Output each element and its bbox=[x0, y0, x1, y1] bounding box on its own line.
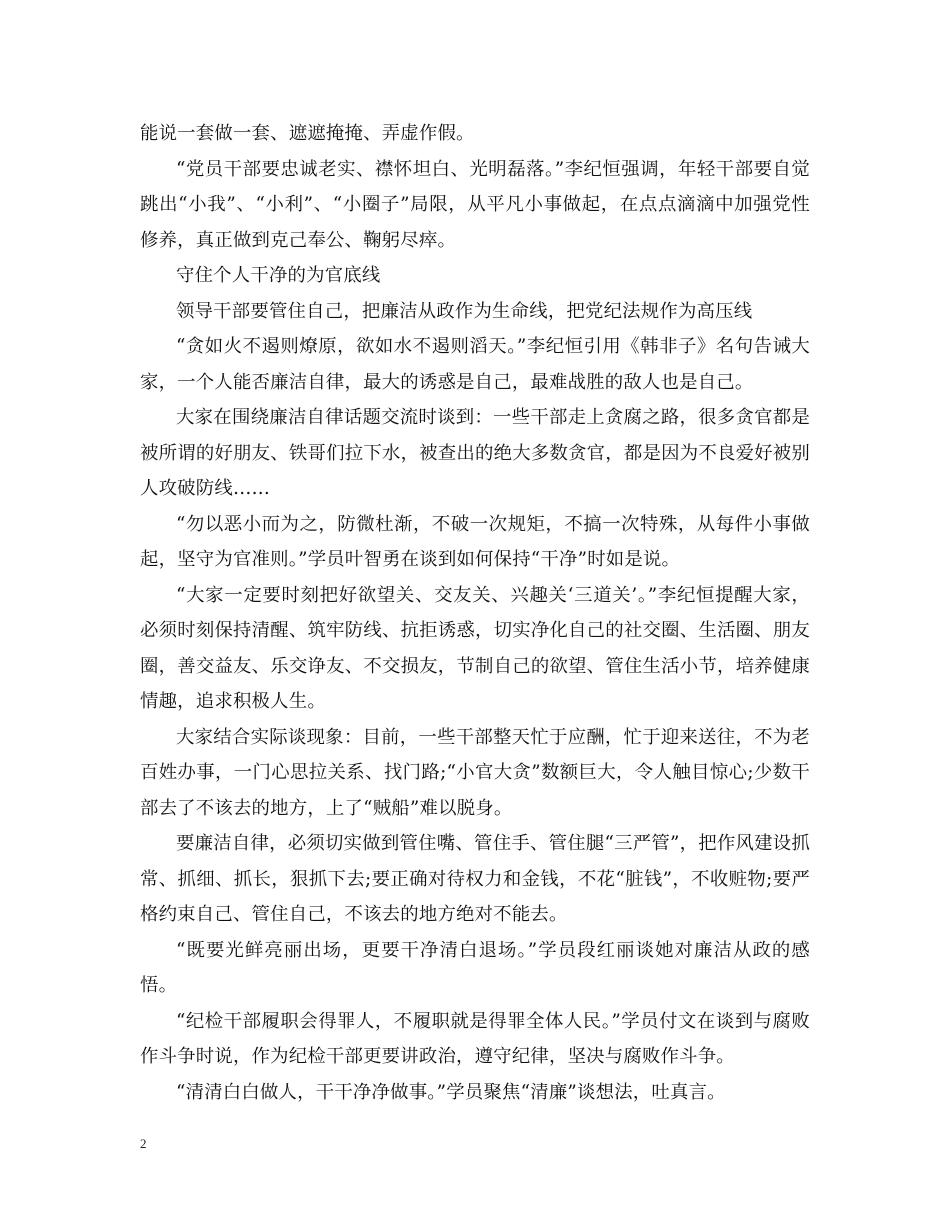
section-subheading: 领导干部要管住自己，把廉洁从政作为生命线，把党纪法规作为高压线 bbox=[176, 300, 753, 322]
paragraph-13: “清清白白做人，干干净净做事。”学员聚焦“清廉”谈想法，吐真言。 bbox=[176, 1081, 726, 1103]
paragraph-5: “贪如火不遏则燎原，欲如水不遏则滔天。”李纪恒引用《韩非子》名句告诫大家，一个人能否廉洁自律，最大的诱惑是自己，最难战胜的敌人也是自己。 bbox=[140, 336, 810, 393]
page-number: 2 bbox=[140, 1136, 147, 1151]
paragraph-7: “勿以恶小而为之，防微杜渐，不破一次规矩，不搞一次特殊，从每件小事做起，坚守为官准则。”学员叶智勇在谈到如何保持“干净”时如是说。 bbox=[140, 513, 810, 570]
paragraph-1: 能说一套做一套、遮遮掩掩、弄虚作假。 bbox=[140, 123, 475, 144]
section-heading: 守住个人干净的为官底线 bbox=[176, 265, 381, 286]
paragraph-2: “党员干部要忠诚老实、襟怀坦白、光明磊落。”李纪恒强调，年轻干部要自觉跳出“小我”、“小利”、“小圈子”局限，从平凡小事做起，在点点滴滴中加强党性修养，真正做到克己奉公、鞠躬尽瘁。 bbox=[140, 158, 810, 251]
paragraph-8: “大家一定要时刻把好欲望关、交友关、兴趣关‘三道关’。”李纪恒提醒大家，必须时刻保持清醒、筑牢防线、抗拒诱惑，切实净化自己的社交圈、生活圈、朋友圈，善交益友、乐交诤友、不交损友，节制自己的欲望、管住生活小节，培养健康情趣，追求积极人生。 bbox=[140, 584, 810, 712]
paragraph-11: “既要光鲜亮丽出场，更要干净清白退场。”学员段红丽谈她对廉洁从政的感悟。 bbox=[140, 939, 810, 996]
paragraph-10: 要廉洁自律，必须切实做到管住嘴、管住手、管住腿“三严管”，把作风建设抓常、抓细、抓长，狠抓下去;要正确对待权力和金钱，不花“脏钱”，不收赃物;要严格约束自己、管住自己，不该去的地方绝对不能去。 bbox=[140, 833, 810, 925]
paragraph-6: 大家在围绕廉洁自律话题交流时谈到：一些干部走上贪腐之路，很多贪官都是被所谓的好朋友、铁哥们拉下水，被查出的绝大多数贪官，都是因为不良爱好被别人攻破防线…… bbox=[140, 407, 810, 499]
document-body bbox=[140, 116, 810, 1110]
paragraph-12: “纪检干部履职会得罪人，不履职就是得罪全体人民。”学员付文在谈到与腐败作斗争时说，作为纪检干部更要讲政治，遵守纪律，坚决与腐败作斗争。 bbox=[140, 1010, 810, 1067]
paragraph-9: 大家结合实际谈现象：目前，一些干部整天忙于应酬，忙于迎来送往，不为老百姓办事，一门心思拉关系、找门路;“小官大贪”数额巨大，令人触目惊心;少数干部去了不该去的地方，上了“贼船”难以脱身。 bbox=[140, 726, 810, 819]
